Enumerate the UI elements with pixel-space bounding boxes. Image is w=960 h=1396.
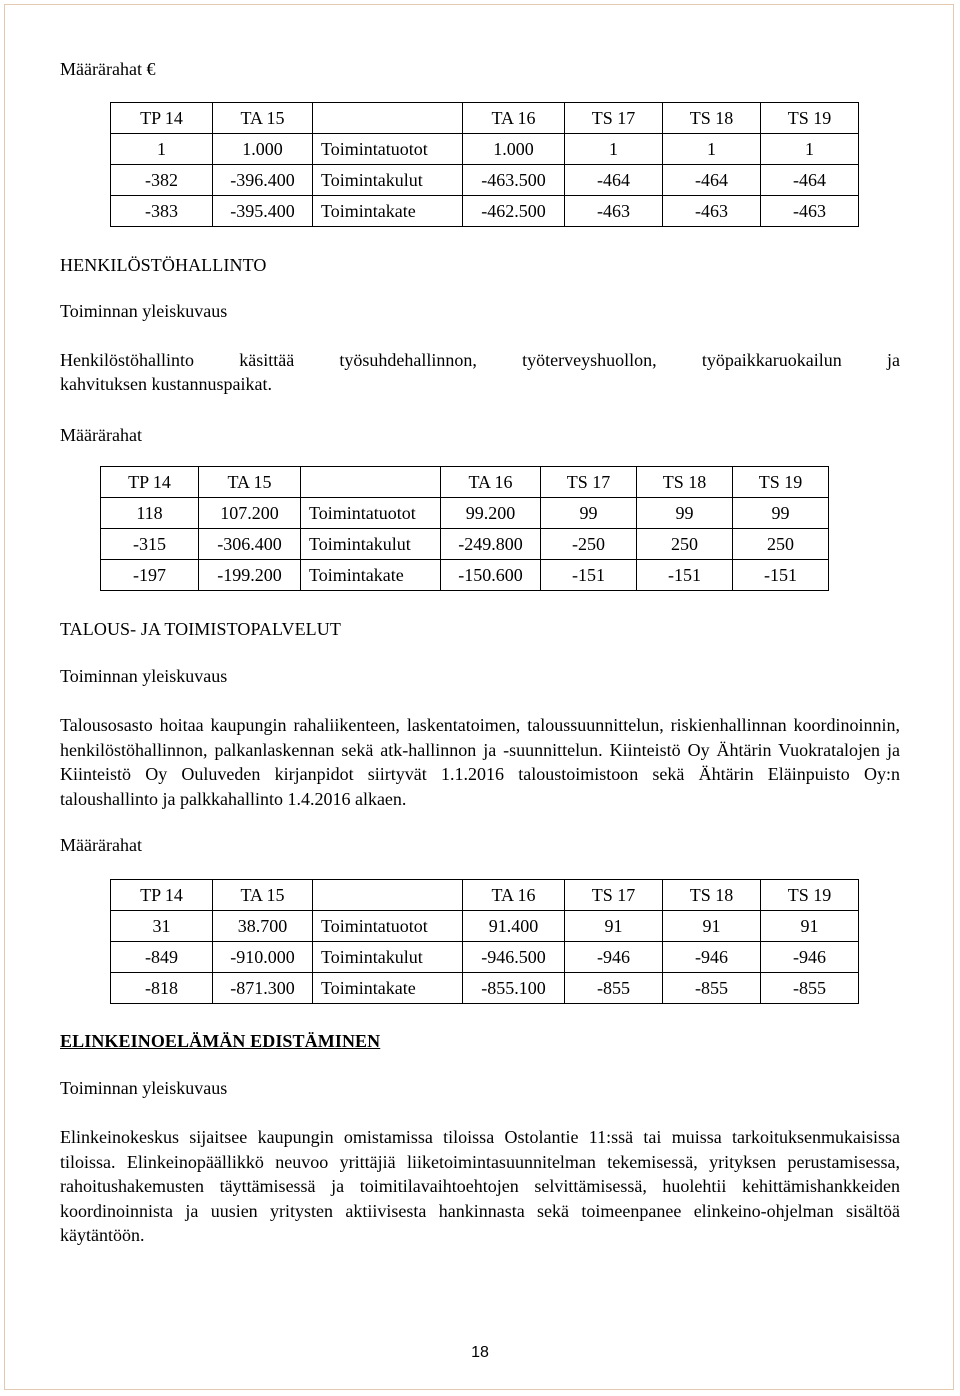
hr-paragraph-line2: kahvituksen kustannuspaikat. bbox=[60, 374, 272, 394]
table-cell: -946.500 bbox=[463, 942, 565, 973]
table-cell: -855 bbox=[565, 973, 663, 1004]
table-header-cell: TS 19 bbox=[733, 467, 829, 498]
table-cell: -855.100 bbox=[463, 973, 565, 1004]
table-cell: 1 bbox=[761, 134, 859, 165]
table-header-cell: TS 17 bbox=[565, 880, 663, 911]
table-header-cell: TS 18 bbox=[637, 467, 733, 498]
table-row bbox=[111, 911, 859, 942]
table-header-cell: TS 18 bbox=[663, 103, 761, 134]
table-cell: 250 bbox=[637, 529, 733, 560]
table-row bbox=[101, 529, 829, 560]
table-cell: 107.200 bbox=[199, 498, 301, 529]
table-cell: -464 bbox=[565, 165, 663, 196]
overview-label-hr: Toiminnan yleiskuvaus bbox=[60, 301, 228, 321]
table-cell: 1 bbox=[565, 134, 663, 165]
table-cell: 31 bbox=[111, 911, 213, 942]
table-cell: -396.400 bbox=[213, 165, 313, 196]
table-header-cell: TA 15 bbox=[213, 103, 313, 134]
table-header-cell: TA 16 bbox=[441, 467, 541, 498]
table-1-body bbox=[111, 103, 859, 227]
table-cell: 1 bbox=[111, 134, 213, 165]
table-cell: 99 bbox=[637, 498, 733, 529]
overview-label-finance: Toiminnan yleiskuvaus bbox=[60, 666, 228, 686]
section-title-hr: HENKILÖSTÖHALLINTO bbox=[60, 255, 267, 275]
table-header-cell: TS 18 bbox=[663, 880, 761, 911]
table-cell: -382 bbox=[111, 165, 213, 196]
table-cell: -910.000 bbox=[213, 942, 313, 973]
table-header-cell: TS 19 bbox=[761, 880, 859, 911]
table-cell: -855 bbox=[663, 973, 761, 1004]
table-header-cell bbox=[301, 467, 441, 498]
table-header-cell bbox=[313, 880, 463, 911]
table-cell: -463 bbox=[761, 196, 859, 227]
row-label-cell: Toimintakate bbox=[301, 560, 441, 591]
table-header-cell: TP 14 bbox=[101, 467, 199, 498]
table-cell: 91.400 bbox=[463, 911, 565, 942]
appropriations-table-1 bbox=[110, 102, 859, 227]
table-cell: -946 bbox=[663, 942, 761, 973]
table-cell: -199.200 bbox=[199, 560, 301, 591]
appropriations-label-euro: Määrärahat € bbox=[60, 59, 156, 79]
table-cell: -463.500 bbox=[463, 165, 565, 196]
table-cell: -462.500 bbox=[463, 196, 565, 227]
table-row bbox=[101, 560, 829, 591]
table-finance-body bbox=[111, 880, 859, 1004]
table-cell: -249.800 bbox=[441, 529, 541, 560]
table-cell: -250 bbox=[541, 529, 637, 560]
table-row bbox=[111, 165, 859, 196]
table-row bbox=[111, 196, 859, 227]
table-cell: -151 bbox=[637, 560, 733, 591]
table-header-row bbox=[111, 103, 859, 134]
table-cell: -151 bbox=[541, 560, 637, 591]
table-header-cell: TA 16 bbox=[463, 880, 565, 911]
overview-label-business: Toiminnan yleiskuvaus bbox=[60, 1078, 228, 1098]
table-header-row bbox=[101, 467, 829, 498]
row-label-cell: Toimintatuotot bbox=[313, 911, 463, 942]
row-label-cell: Toimintakulut bbox=[313, 165, 463, 196]
table-cell: -855 bbox=[761, 973, 859, 1004]
table-row bbox=[111, 942, 859, 973]
table-cell: 99 bbox=[541, 498, 637, 529]
appropriations-label-finance: Määrärahat bbox=[60, 835, 142, 855]
table-header-cell: TA 16 bbox=[463, 103, 565, 134]
table-cell: -197 bbox=[101, 560, 199, 591]
table-hr-body bbox=[101, 467, 829, 591]
table-cell: 91 bbox=[761, 911, 859, 942]
table-cell: 1 bbox=[663, 134, 761, 165]
table-cell: -463 bbox=[565, 196, 663, 227]
table-cell: -871.300 bbox=[213, 973, 313, 1004]
table-cell: -463 bbox=[663, 196, 761, 227]
appropriations-table-finance bbox=[110, 879, 859, 1004]
page-number: 18 bbox=[471, 1344, 489, 1361]
table-header-cell bbox=[313, 103, 463, 134]
row-label-cell: Toimintakulut bbox=[301, 529, 441, 560]
table-header-cell: TP 14 bbox=[111, 103, 213, 134]
table-cell: 91 bbox=[663, 911, 761, 942]
row-label-cell: Toimintatuotot bbox=[313, 134, 463, 165]
table-cell: -315 bbox=[101, 529, 199, 560]
table-cell: 38.700 bbox=[213, 911, 313, 942]
table-cell: 99 bbox=[733, 498, 829, 529]
table-row bbox=[111, 973, 859, 1004]
section-title-business: ELINKEINOELÄMÄN EDISTÄMINEN bbox=[60, 1031, 381, 1051]
table-header-cell: TS 17 bbox=[565, 103, 663, 134]
row-label-cell: Toimintakate bbox=[313, 196, 463, 227]
table-cell: -395.400 bbox=[213, 196, 313, 227]
table-cell: -306.400 bbox=[199, 529, 301, 560]
table-cell: 250 bbox=[733, 529, 829, 560]
business-paragraph: Elinkeinokeskus sijaitsee kaupungin omistamissa tiloissa Ostolantie 11:ssä tai muissa tarkoituksenmukaisissa tiloissa. Elinkeinopäällikkö neuvoo yrittäjiä liiketoimintasuunnitelman tekemisessä, yrityksen perustamisessa, rahoitushakemusten täyttämisessä ja toimitilavaihtoehtojen selvittämisessä, huolehtii kehittämishankkeiden koordinoinnista ja uusien yritysten aktiivisesta hankinnasta sekä toimeenpanee elinkeino-ohjelman sisältöä käytäntöön. bbox=[60, 1127, 900, 1245]
table-header-cell: TS 19 bbox=[761, 103, 859, 134]
table-cell: -849 bbox=[111, 942, 213, 973]
section-title-finance: TALOUS- JA TOIMISTOPALVELUT bbox=[60, 619, 341, 639]
table-cell: -946 bbox=[761, 942, 859, 973]
table-cell: -464 bbox=[663, 165, 761, 196]
hr-paragraph-line1: Henkilöstöhallinto käsittää työsuhdehallinnon, työterveyshuollon, työpaikkaruokailun ja bbox=[60, 350, 900, 370]
appropriations-label-hr: Määrärahat bbox=[60, 425, 142, 445]
table-cell: -818 bbox=[111, 973, 213, 1004]
table-cell: -946 bbox=[565, 942, 663, 973]
table-header-cell: TA 15 bbox=[213, 880, 313, 911]
table-cell: 99.200 bbox=[441, 498, 541, 529]
table-cell: -383 bbox=[111, 196, 213, 227]
table-row bbox=[101, 498, 829, 529]
table-cell: 91 bbox=[565, 911, 663, 942]
table-cell: -150.600 bbox=[441, 560, 541, 591]
row-label-cell: Toimintatuotot bbox=[301, 498, 441, 529]
table-header-row bbox=[111, 880, 859, 911]
table-header-cell: TS 17 bbox=[541, 467, 637, 498]
table-cell: -464 bbox=[761, 165, 859, 196]
row-label-cell: Toimintakulut bbox=[313, 942, 463, 973]
table-cell: 118 bbox=[101, 498, 199, 529]
table-cell: 1.000 bbox=[213, 134, 313, 165]
appropriations-table-hr bbox=[100, 466, 829, 591]
row-label-cell: Toimintakate bbox=[313, 973, 463, 1004]
table-row bbox=[111, 134, 859, 165]
finance-paragraph: Talousosasto hoitaa kaupungin rahaliikenteen, laskentatoimen, taloussuunnittelun, riskienhallinnan koordinoinnin, henkilöstöhallinnon, palkanlaskennan sekä atk-hallinnon ja -suunnittelun. Kiinteistö Oy Ähtärin Vuokratalojen ja Kiinteistö Oy Ouluveden kirjanpidot siirtyvät 1.1.2016 taloustoimistoon sekä Ähtärin Eläinpuisto Oy:n taloushallinto ja palkkahallinto 1.4.2016 alkaen. bbox=[60, 715, 900, 809]
table-cell: -151 bbox=[733, 560, 829, 591]
table-cell: 1.000 bbox=[463, 134, 565, 165]
table-header-cell: TA 15 bbox=[199, 467, 301, 498]
table-header-cell: TP 14 bbox=[111, 880, 213, 911]
